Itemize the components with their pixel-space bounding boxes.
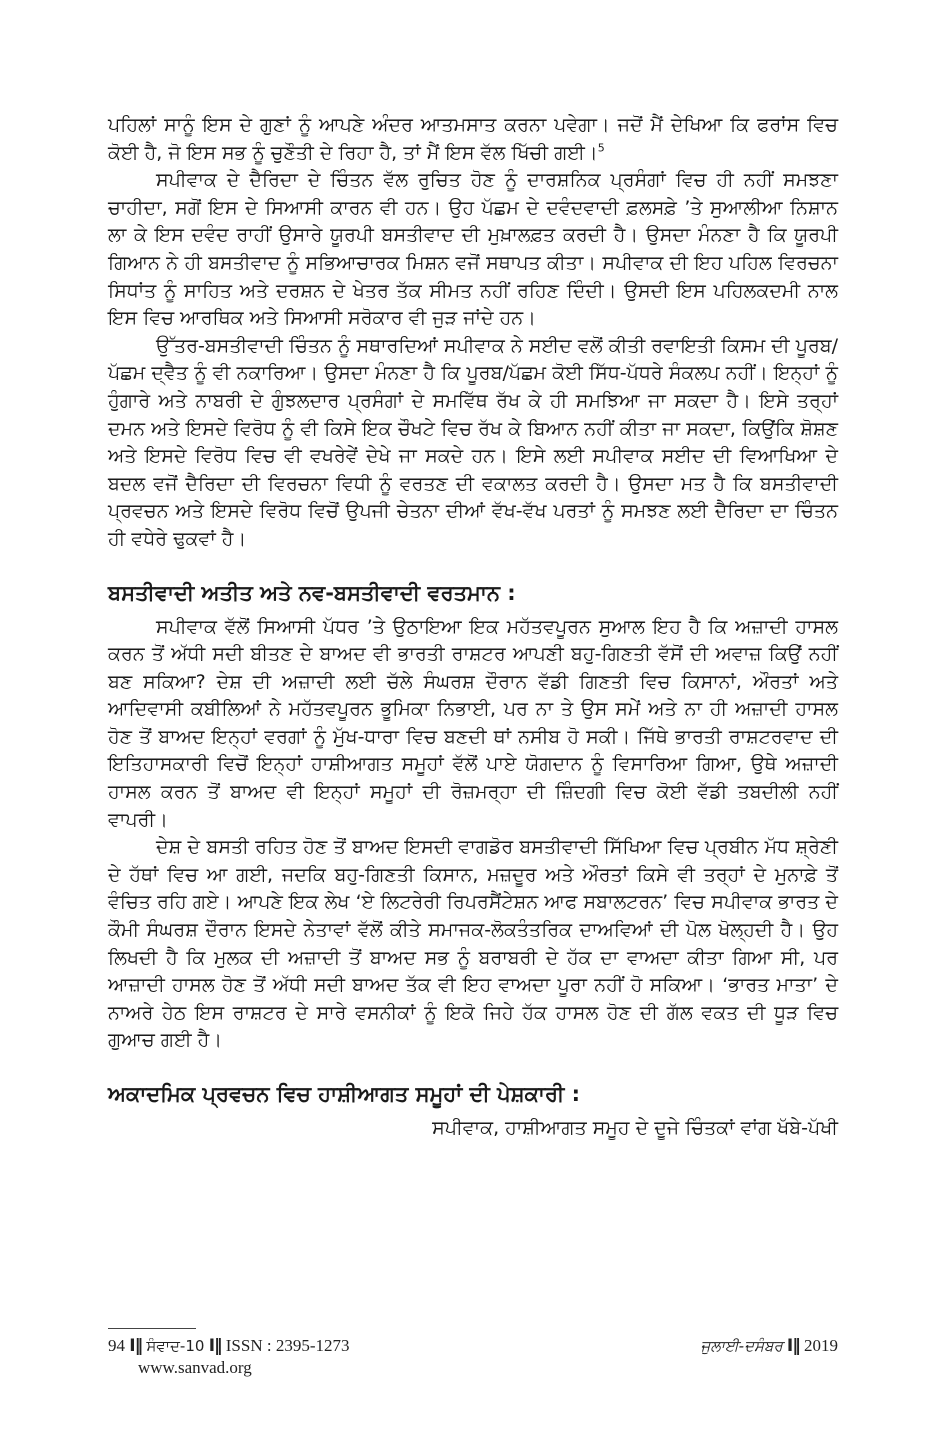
paragraph-2: ਸਪੀਵਾਕ ਦੇ ਦੈਰਿਦਾ ਦੇ ਚਿੰਤਨ ਵੱਲ ਰੁਚਿਤ ਹੋਣ ਨੂੰ ਦਾਰਸ਼ਨਿਕ ਪ੍ਰਸੰਗਾਂ ਵਿਚ ਹੀ ਨਹੀਂ ਸਮਝਣਾ ਚਾਹੀਦਾ, ਸਗੋਂ ਇਸ ਦੇ ਸਿਆਸੀ ਕਾਰਨ ਵੀ ਹਨ। ਉਹ ਪੱਛਮ ਦੇ ਦਵੰਦਵਾਦੀ ਫ਼ਲਸਫ਼ੇ ’ਤੇ ਸੁਆਲੀਆ ਨਿਸ਼ਾਨ ਲਾ ਕੇ ਇਸ ਦਵੰਦ ਰਾਹੀਂ ਉਸਾਰੇ ਯੂਰਪੀ ਬਸਤੀਵਾਦ ਦੀ ਮੁਖ਼ਾਲਫ਼ਤ ਕਰਦੀ ਹੈ। ਉਸਦਾ ਮੰਨਣਾ ਹੈ ਕਿ ਯੂਰਪੀ ਗਿਆਨ ਨੇ ਹੀ ਬਸਤੀਵਾਦ ਨੂੰ ਸਭਿਆਚਾਰਕ ਮਿਸ਼ਨ ਵਜੋਂ ਸਥਾਪਤ ਕੀਤਾ। ਸਪੀਵਾਕ ਦੀ ਇਹ ਪਹਿਲ ਵਿਰਚਨਾ ਸਿਧਾਂਤ ਨੂੰ ਸਾਹਿਤ ਅਤੇ ਦਰਸ਼ਨ ਦੇ ਖੇਤਰ ਤੱਕ ਸੀਮਤ ਨਹੀਂ ਰਹਿਣ ਦਿੰਦੀ। ਉਸਦੀ ਇਸ ਪਹਿਲਕਦਮੀ ਨਾਲ ਇਸ ਵਿਚ ਆਰਥਿਕ ਅਤੇ ਸਿਆਸੀ ਸਰੋਕਾਰ ਵੀ ਜੁੜ ਜਾਂਦੇ ਹਨ। — [108, 169, 838, 330]
footnote-ref-5: 5 — [597, 141, 605, 155]
page-footer — [108, 1336, 838, 1384]
paragraph-1 — [108, 112, 838, 167]
paragraph-6: ਸਪੀਵਾਕ, ਹਾਸ਼ੀਆਗਤ ਸਮੂਹ ਦੇ ਦੂਜੇ ਚਿੰਤਕਾਂ ਵਾਂਗ ਖੱਬੇ-ਪੱਖੀ — [432, 1117, 838, 1139]
paragraph-5: ਦੇਸ਼ ਦੇ ਬਸਤੀ ਰਹਿਤ ਹੋਣ ਤੋਂ ਬਾਅਦ ਇਸਦੀ ਵਾਗਡੋਰ ਬਸਤੀਵਾਦੀ ਸਿੱਖਿਆ ਵਿਚ ਪ੍ਰਬੀਨ ਮੱਧ ਸ਼੍ਰੇਣੀ ਦੇ ਹੱਥਾਂ ਵਿਚ ਆ ਗਈ, ਜਦਕਿ ਬਹੁ-ਗਿਣਤੀ ਕਿਸਾਨ, ਮਜ਼ਦੂਰ ਅਤੇ ਔਰਤਾਂ ਕਿਸੇ ਵੀ ਤਰ੍ਹਾਂ ਦੇ ਮੁਨਾਫ਼ੇ ਤੋਂ ਵੰਚਿਤ ਰਹਿ ਗਏ। ਆਪਣੇ ਇਕ ਲੇਖ ‘ਏ ਲਿਟਰੇਰੀ ਰਿਪਰਸੈਂਟੇਸ਼ਨ ਆਫ ਸਬਾਲਟਰਨ’ ਵਿਚ ਸਪੀਵਾਕ ਭਾਰਤ ਦੇ ਕੌਮੀ ਸੰਘਰਸ਼ ਦੌਰਾਨ ਇਸਦੇ ਨੇਤਾਵਾਂ ਵੱਲੋਂ ਕੀਤੇ ਸਮਾਜਕ-ਲੋਕਤੰਤਰਿਕ ਦਾਅਵਿਆਂ ਦੀ ਪੋਲ ਖੋਲ੍ਹਦੀ ਹੈ। ਉਹ ਲਿਖਦੀ ਹੈ ਕਿ ਮੁਲਕ ਦੀ ਅਜ਼ਾਦੀ ਤੋਂ ਬਾਅਦ ਸਭ ਨੂੰ ਬਰਾਬਰੀ ਦੇ ਹੱਕ ਦਾ ਵਾਅਦਾ ਕੀਤਾ ਗਿਆ ਸੀ, ਪਰ ਆਜ਼ਾਦੀ ਹਾਸਲ ਹੋਣ ਤੋਂ ਅੱਧੀ ਸਦੀ ਬਾਅਦ ਤੱਕ ਵੀ ਇਹ ਵਾਅਦਾ ਪੂਰਾ ਨਹੀਂ ਹੋ ਸਕਿਆ। ‘ਭਾਰਤ ਮਾਤਾ’ ਦੇ ਨਾਅਰੇ ਹੇਠ ਇਸ ਰਾਸ਼ਟਰ ਦੇ ਸਾਰੇ ਵਸਨੀਕਾਂ ਨੂੰ ਇਕੋ ਜਿਹੇ ਹੱਕ ਹਾਸਲ ਹੋਣ ਦੀ ਗੱਲ ਵਕਤ ਦੀ ਧੂੜ ਵਿਚ ਗੁਆਚ ਗਈ ਹੈ। — [108, 836, 838, 1052]
section-heading-academic-discourse: ਅਕਾਦਮਿਕ ਪ੍ਰਵਚਨ ਵਿਚ ਹਾਸ਼ੀਆਗਤ ਸਮੂਹਾਂ ਦੀ ਪੇਸ਼ਕਾਰੀ : — [108, 1082, 580, 1106]
paragraph-1-text: ਪਹਿਲਾਂ ਸਾਨੂੰ ਇਸ ਦੇ ਗੁਣਾਂ ਨੂੰ ਆਪਣੇ ਅੰਦਰ ਆਤਮਸਾਤ ਕਰਨਾ ਪਵੇਗਾ। ਜਦੋਂ ਮੈਂ ਦੇਖਿਆ ਕਿ ਫਰਾਂਸ ਵਿਚ ਕੋਈ ਹੈ, ਜੋ ਇਸ ਸਭ ਨੂੰ ਚੁਣੌਤੀ ਦੇ ਰਿਹਾ ਹੈ, ਤਾਂ ਮੈਂ ਇਸ ਵੱਲ ਖਿੱਚੀ ਗਈ। — [108, 114, 838, 164]
section-heading-colonial-past: ਬਸਤੀਵਾਦੀ ਅਤੀਤ ਅਤੇ ਨਵ-ਬਸਤੀਵਾਦੀ ਵਰਤਮਾਨ : — [108, 580, 516, 605]
paragraph-3: ਉੱਤਰ-ਬਸਤੀਵਾਦੀ ਚਿੰਤਨ ਨੂੰ ਸਥਾਰਦਿਆਂ ਸਪੀਵਾਕ ਨੇ ਸਈਦ ਵਲੋਂ ਕੀਤੀ ਰਵਾਇਤੀ ਕਿਸਮ ਦੀ ਪੂਰਬ/ਪੱਛਮ ਦ੍ਵੈਤ ਨੂੰ ਵੀ ਨਕਾਰਿਆ। ਉਸਦਾ ਮੰਨਣਾ ਹੈ ਕਿ ਪੂਰਬ/ਪੱਛਮ ਕੋਈ ਸਿੱਧ-ਪੱਧਰੇ ਸੰਕਲਪ ਨਹੀਂ। ਇਨ੍ਹਾਂ ਨੂੰ ਹੁੰਗਾਰੇ ਅਤੇ ਨਾਬਰੀ ਦੇ ਗੁੰਝਲਦਾਰ ਪ੍ਰਸੰਗਾਂ ਦੇ ਸਮਵਿੱਥ ਰੱਖ ਕੇ ਹੀ ਸਮਝਿਆ ਜਾ ਸਕਦਾ ਹੈ। ਇਸੇ ਤਰ੍ਹਾਂ ਦਮਨ ਅਤੇ ਇਸਦੇ ਵਿਰੋਧ ਨੂੰ ਵੀ ਕਿਸੇ ਇਕ ਚੌਖਟੇ ਵਿਚ ਰੱਖ ਕੇ ਬਿਆਨ ਨਹੀਂ ਕੀਤਾ ਜਾ ਸਕਦਾ, ਕਿਉਂਕਿ ਸ਼ੋਸ਼ਣ ਅਤੇ ਇਸਦੇ ਵਿਰੋਧ ਵਿਚ ਵੀ ਵਖਰੇਵੇਂ ਦੇਖੇ ਜਾ ਸਕਦੇ ਹਨ। ਇਸੇ ਲਈ ਸਪੀਵਾਕ ਸਈਦ ਦੀ ਵਿਆਖਿਆ ਦੇ ਬਦਲ ਵਜੋਂ ਦੈਰਿਦਾ ਦੀ ਵਿਰਚਨਾ ਵਿਧੀ ਨੂੰ ਵਰਤਣ ਦੀ ਵਕਾਲਤ ਕਰਦੀ ਹੈ। ਉਸਦਾ ਮਤ ਹੈ ਕਿ ਬਸਤੀਵਾਦੀ ਪ੍ਰਵਚਨ ਅਤੇ ਇਸਦੇ ਵਿਰੋਧ ਵਿਚੋਂ ਉਪਜੀ ਚੇਤਨਾ ਦੀਆਂ ਵੱਖ-ਵੱਖ ਪਰਤਾਂ ਨੂੰ ਸਮਝਣ ਲਈ ਦੈਰਿਦਾ ਦਾ ਚਿੰਤਨ ਹੀ ਵਧੇਰੇ ਢੁਕਵਾਂ ਹੈ। — [108, 334, 838, 550]
issn: ISSN : 2395-1273 — [225, 1336, 350, 1355]
issue-period: ਜੁਲਾਈ-ਦਸੰਬਰ — [700, 1337, 783, 1355]
footer-divider — [108, 1328, 196, 1329]
footer-right — [701, 1336, 838, 1356]
footer-separator: I‖ — [129, 1336, 143, 1356]
footer-separator: I‖ — [208, 1336, 222, 1356]
article-body — [108, 112, 838, 1143]
page-number: 94 — [108, 1336, 125, 1355]
paragraph-4: ਸਪੀਵਾਕ ਵੱਲੋਂ ਸਿਆਸੀ ਪੱਧਰ ’ਤੇ ਉਠਾਇਆ ਇਕ ਮਹੱਤਵਪੂਰਨ ਸੁਆਲ ਇਹ ਹੈ ਕਿ ਅਜ਼ਾਦੀ ਹਾਸਲ ਕਰਨ ਤੋਂ ਅੱਧੀ ਸਦੀ ਬੀਤਣ ਦੇ ਬਾਅਦ ਵੀ ਭਾਰਤੀ ਰਾਸ਼ਟਰ ਆਪਣੀ ਬਹੁ-ਗਿਣਤੀ ਵੱਸੋਂ ਦੀ ਅਵਾਜ਼ ਕਿਉਂ ਨਹੀਂ ਬਣ ਸਕਿਆ? ਦੇਸ਼ ਦੀ ਅਜ਼ਾਦੀ ਲਈ ਚੱਲੇ ਸੰਘਰਸ਼ ਦੌਰਾਨ ਵੱਡੀ ਗਿਣਤੀ ਵਿਚ ਕਿਸਾਨਾਂ, ਔਰਤਾਂ ਅਤੇ ਆਦਿਵਾਸੀ ਕਬੀਲਿਆਂ ਨੇ ਮਹੱਤਵਪੂਰਨ ਭੂਮਿਕਾ ਨਿਭਾਈ, ਪਰ ਨਾ ਤੇ ਉਸ ਸਮੇਂ ਅਤੇ ਨਾ ਹੀ ਅਜ਼ਾਦੀ ਹਾਸਲ ਹੋਣ ਤੋਂ ਬਾਅਦ ਇਨ੍ਹਾਂ ਵਰਗਾਂ ਨੂੰ ਮੁੱਖ-ਧਾਰਾ ਵਿਚ ਬਣਦੀ ਥਾਂ ਨਸੀਬ ਹੋ ਸਕੀ। ਜਿੱਥੇ ਭਾਰਤੀ ਰਾਸ਼ਟਰਵਾਦ ਦੀ ਇਤਿਹਾਸਕਾਰੀ ਵਿਚੋਂ ਇਨ੍ਹਾਂ ਹਾਸ਼ੀਆਗਤ ਸਮੂਹਾਂ ਵੱਲੋਂ ਪਾਏ ਯੋਗਦਾਨ ਨੂੰ ਵਿਸਾਰਿਆ ਗਿਆ, ਉਥੇ ਅਜ਼ਾਦੀ ਹਾਸਲ ਕਰਨ ਤੋਂ ਬਾਅਦ ਵੀ ਇਨ੍ਹਾਂ ਸਮੂਹਾਂ ਦੀ ਰੋਜ਼ਮਰ੍ਹਾ ਦੀ ਜ਼ਿੰਦਗੀ ਵਿਚ ਕੋਈ ਵੱਡੀ ਤਬਦੀਲੀ ਨਹੀਂ ਵਾਪਰੀ। — [108, 615, 838, 831]
website-link[interactable]: www.sanvad.org — [138, 1358, 252, 1377]
footer-separator: I‖ — [786, 1336, 800, 1356]
footer-left — [108, 1336, 350, 1356]
journal-name: ਸੰਵਾਦ-10 — [146, 1337, 205, 1355]
issue-year: 2019 — [804, 1336, 838, 1355]
